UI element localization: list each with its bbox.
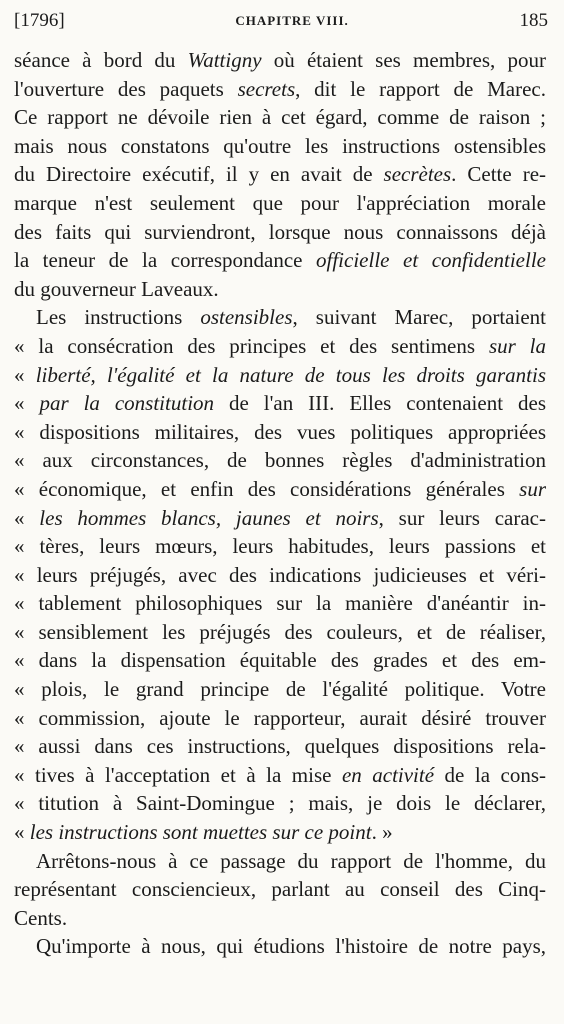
text-line xyxy=(14,932,546,961)
body-text xyxy=(14,46,546,961)
italic-run: ostensibles xyxy=(200,305,293,330)
text-run: mais nous constatons qu'outre les instructions ostensibles xyxy=(14,133,546,158)
italic-run: par la constitution xyxy=(39,391,215,416)
italic-run: liberté, l'égalité et la nature de tous les droits garantis xyxy=(35,362,546,387)
page-number: 185 xyxy=(519,10,548,31)
text-line xyxy=(14,789,546,818)
italic-run: les hommes blancs, jaunes et noirs xyxy=(39,505,379,530)
text-line xyxy=(14,303,546,332)
text-run: Ce rapport ne dévoile rien à cet égard, comme de raison ; xyxy=(14,105,546,130)
text-line xyxy=(14,189,546,218)
italic-run: secrètes xyxy=(383,162,452,187)
text-line xyxy=(14,904,546,933)
text-run: l'ouverture des paquets xyxy=(14,76,238,101)
text-run: Cents. xyxy=(14,905,68,930)
text-run: « titution à Saint-Domingue ; mais, je dois le déclarer, xyxy=(14,791,546,816)
text-line xyxy=(14,561,546,590)
text-run: Les instructions xyxy=(36,305,201,330)
text-line xyxy=(14,160,546,189)
text-run: « xyxy=(14,362,36,387)
italic-run: les instructions sont muettes sur ce point xyxy=(29,820,372,845)
text-run: . Cette re- xyxy=(451,162,546,187)
text-run: « aussi dans ces instructions, quelques dispositions rela- xyxy=(14,734,546,759)
text-run: « la consécration des principes et des sentimens xyxy=(14,333,489,358)
text-run: « xyxy=(14,820,30,845)
year-label: [1796] xyxy=(14,10,65,31)
text-line xyxy=(14,246,546,275)
text-run: « xyxy=(14,391,40,416)
text-line xyxy=(14,418,546,447)
text-run: du gouverneur Laveaux. xyxy=(14,276,219,301)
text-run: , sur leurs carac- xyxy=(378,505,546,530)
text-run: . » xyxy=(371,820,393,845)
text-run: de l'an III. Elles contenaient des xyxy=(214,391,546,416)
text-run: « dispositions militaires, des vues politiques appropriées xyxy=(14,419,546,444)
text-run: la teneur de la correspondance xyxy=(14,248,317,273)
italic-run: officielle et confidentielle xyxy=(316,248,546,273)
text-line xyxy=(14,704,546,733)
italic-run: sur la xyxy=(488,333,546,358)
text-run: « tives à l'acceptation et à la mise xyxy=(14,762,342,787)
text-run: « tablement philosophiques sur la manière d'anéantir in- xyxy=(14,591,546,616)
text-run: « aux circonstances, de bonnes règles d'administration xyxy=(14,448,546,473)
text-line xyxy=(14,75,546,104)
text-line xyxy=(14,732,546,761)
text-line xyxy=(14,646,546,675)
text-run: marque n'est seulement que pour l'appréciation morale xyxy=(14,190,546,215)
italic-run: secrets xyxy=(237,76,296,101)
text-line xyxy=(14,818,546,847)
text-line xyxy=(14,504,546,533)
text-run: où étaient ses membres, pour xyxy=(261,48,546,72)
text-line xyxy=(14,475,546,504)
text-line xyxy=(14,589,546,618)
text-run: Qu'importe à nous, qui étudions l'histoire de notre pays, xyxy=(36,934,546,959)
italic-run: Wattigny xyxy=(187,48,262,72)
text-run: « dans la dispensation équitable des grades et des em- xyxy=(14,648,546,673)
text-line xyxy=(14,446,546,475)
text-line xyxy=(14,218,546,247)
text-run: représentant consciencieux, parlant au conseil des Cinq- xyxy=(14,877,546,902)
text-run: « plois, le grand principe de l'égalité politique. Votre xyxy=(14,677,546,702)
text-line xyxy=(14,389,546,418)
text-line xyxy=(14,332,546,361)
text-line xyxy=(14,46,546,75)
text-run: « xyxy=(14,505,40,530)
text-line xyxy=(14,675,546,704)
text-line xyxy=(14,875,546,904)
text-run: de la cons- xyxy=(434,762,546,787)
text-line xyxy=(14,132,546,161)
text-line xyxy=(14,761,546,790)
text-line xyxy=(14,847,546,876)
text-run: , dit le rapport de Marec. xyxy=(295,76,546,101)
text-run: Arrêtons-nous à ce passage du rapport de l'homme, du xyxy=(36,848,546,873)
text-line xyxy=(14,532,546,561)
text-run: séance à bord du xyxy=(14,48,188,72)
text-run: des faits qui surviendront, lorsque nous connaissons déjà xyxy=(14,219,546,244)
text-run: « leurs préjugés, avec des indications judicieuses et véri- xyxy=(14,562,546,587)
text-run: « commission, ajoute le rapporteur, aurait désiré trouver xyxy=(14,705,546,730)
text-run: « tères, leurs mœurs, leurs habitudes, leurs passions et xyxy=(14,534,546,559)
text-line xyxy=(14,103,546,132)
text-run: , suivant Marec, portaient xyxy=(292,305,546,330)
text-run: « économique, et enfin des considérations générales xyxy=(14,476,520,501)
chapter-title: CHAPITRE VIII. xyxy=(235,13,349,28)
text-line xyxy=(14,361,546,390)
text-line xyxy=(14,618,546,647)
running-header xyxy=(14,6,548,36)
italic-run: sur xyxy=(519,476,546,501)
text-run: du Directoire exécutif, il y en avait de xyxy=(14,162,384,187)
text-run: « sensiblement les préjugés des couleurs, et de réaliser, xyxy=(14,619,546,644)
italic-run: en activité xyxy=(341,762,435,787)
text-line xyxy=(14,275,546,304)
